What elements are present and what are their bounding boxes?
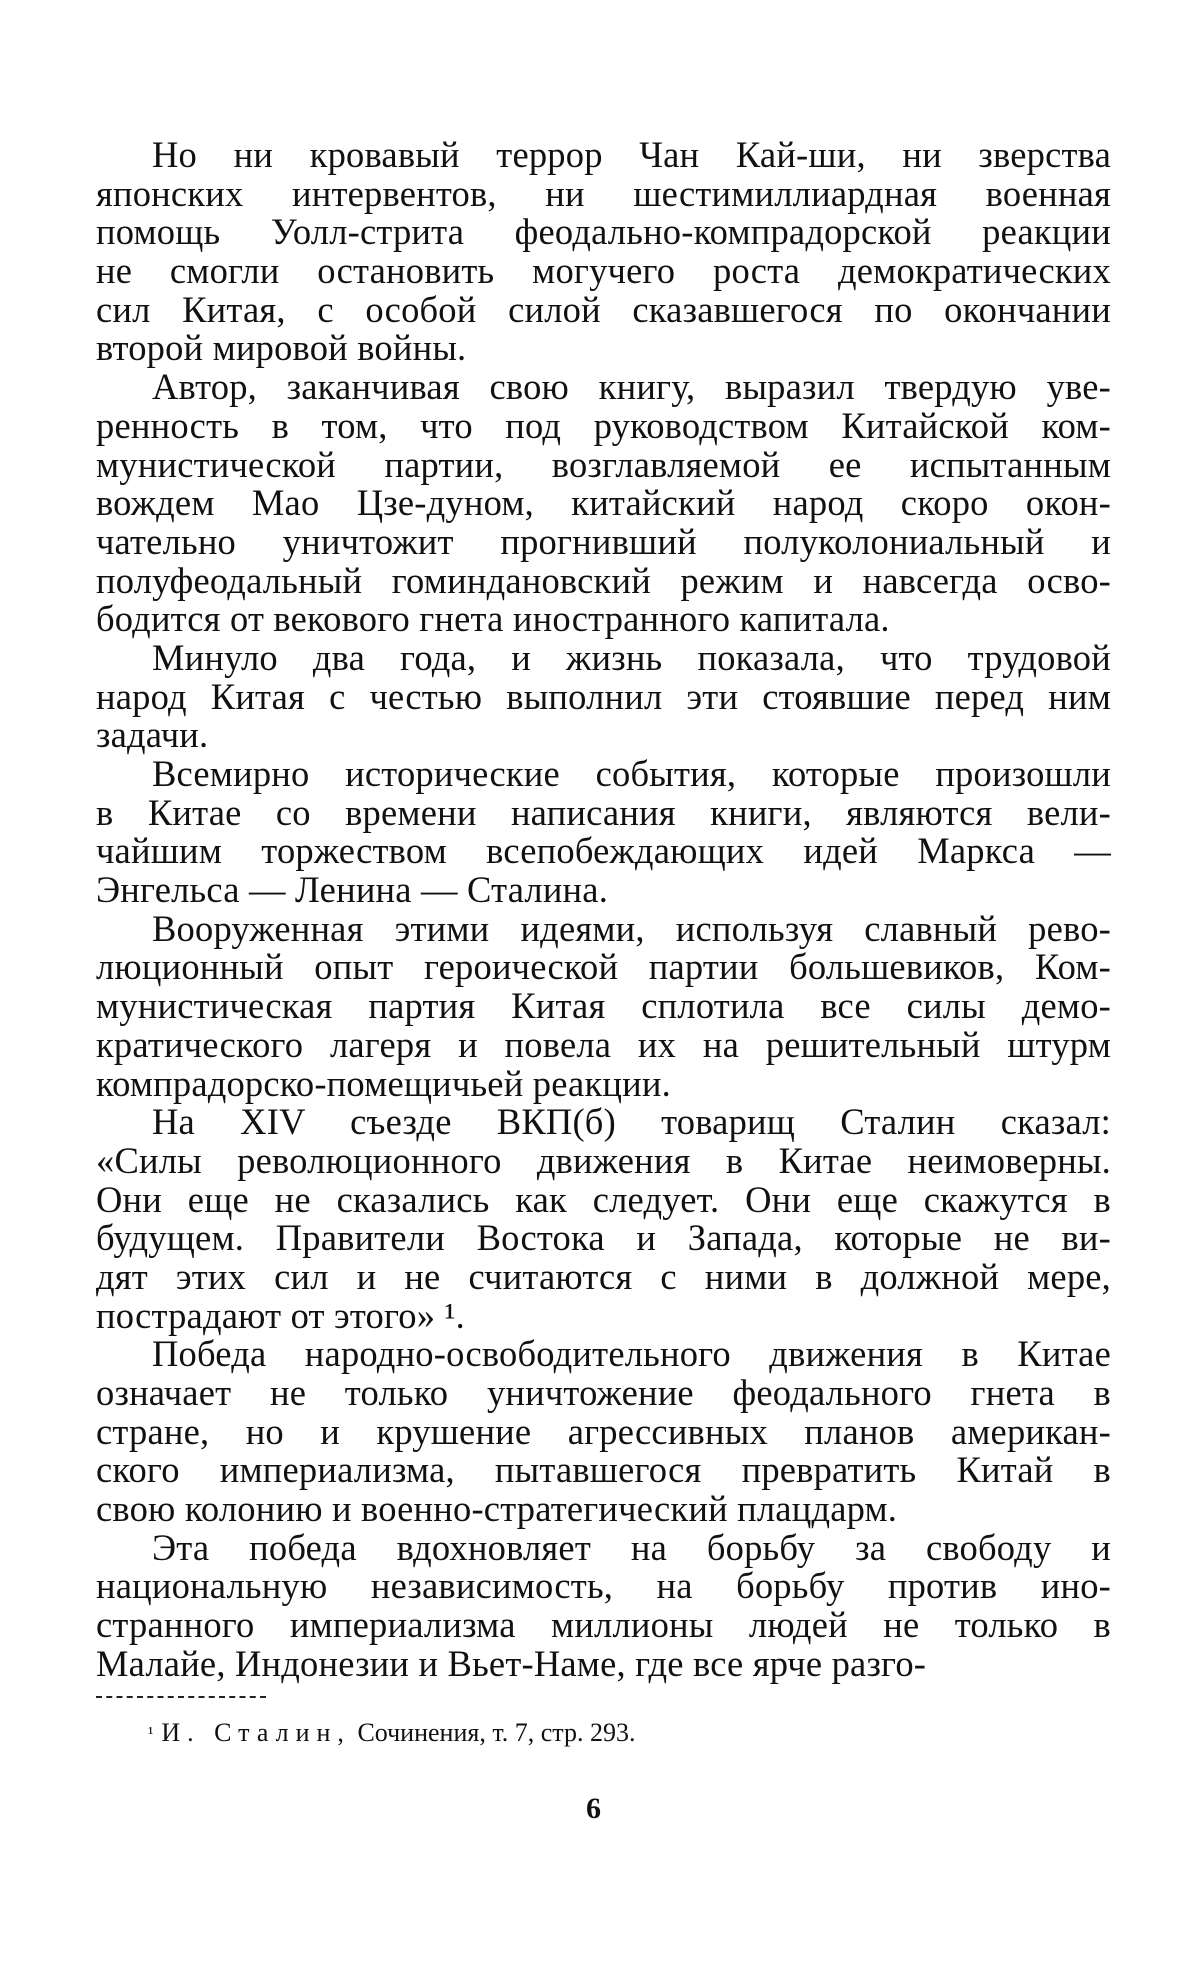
main-text — [96, 136, 1111, 1684]
text-line: народ Китая с честью выполнил эти стоявшие перед ним — [96, 675, 1111, 717]
text-line: Всемирно исторические события, которые произошли — [152, 753, 1111, 794]
footnote-divider — [96, 1696, 266, 1698]
text-line: чательно уничтожит прогнивший полуколониальный и — [96, 520, 1111, 562]
paragraph — [96, 755, 1111, 910]
text-line: означает не только уничтожение феодального гнета в — [96, 1372, 1111, 1413]
paragraph — [96, 1103, 1111, 1335]
text-line: мунистическая партия Китая сплотила все силы демо- — [96, 985, 1111, 1027]
paragraph — [96, 1335, 1111, 1528]
text-line: Победа народно-освободительного движения в Китае — [152, 1333, 1111, 1375]
text-line: На XIV съезде ВКП(б) товарищ Сталин сказал: — [152, 1101, 1111, 1143]
text-line: Вооруженная этими идеями, используя славный рево- — [152, 907, 1111, 949]
text-line: Автор, заканчивая свою книгу, выразил твердую уве- — [152, 366, 1111, 408]
text-line: японских интервентов, ни шестимиллиардная военная — [96, 172, 1111, 214]
text-line: Но ни кровавый террор Чан Кай-ши, ни зверства — [152, 134, 1111, 175]
text-line: полуфеодальный гоминдановский режим и навсегда осво- — [96, 559, 1111, 601]
text-line: вождем Мао Цзе-дуном, китайский народ скоро окон- — [96, 482, 1111, 524]
text-line: сил Китая, с особой силой сказавшегося по окончании — [96, 288, 1111, 330]
text-line: Эта победа вдохновляет на борьбу за свободу и — [152, 1526, 1111, 1568]
footnote-author: И. Сталин, — [161, 1718, 351, 1747]
text-line: в Китае со времени написания книги, являются вели- — [96, 791, 1111, 833]
text-line: будущем. Правители Востока и Запада, которые не ви- — [96, 1217, 1111, 1259]
text-line: странного империализма миллионы людей не только в — [96, 1604, 1111, 1646]
text-line: второй мировой войны. — [96, 327, 467, 369]
page-number: 6 — [586, 1792, 601, 1825]
text-line: задачи. — [96, 714, 209, 756]
footnote — [148, 1718, 635, 1748]
text-line: кратического лагеря и повела их на решительный штурм — [96, 1023, 1111, 1065]
paragraph — [96, 907, 1111, 1104]
text-line: мунистической партии, возглавляемой ее испытанным — [96, 443, 1111, 485]
paragraph — [96, 368, 1111, 639]
text-line: свою колонию и военно-стратегический плацдарм. — [96, 1488, 898, 1530]
text-line: ренность в том, что под руководством Китайской ком- — [96, 404, 1111, 446]
text-line: ского империализма, пытавшегося превратить Китай в — [96, 1449, 1111, 1491]
text-line: помощь Уолл-стрита феодально-компрадорской реакции — [96, 211, 1111, 253]
footnote-mark: ¹ — [148, 1723, 154, 1743]
text-line: не смогли остановить могучего роста демократических — [96, 250, 1111, 292]
text-line: стране, но и крушение агрессивных планов американ- — [96, 1410, 1111, 1452]
text-line: национальную независимость, на борьбу против ино- — [96, 1565, 1111, 1607]
text-line: Энгельса — Ленина — Сталина. — [96, 869, 609, 911]
text-line: дят этих сил и не считаются с ними в должной мере, — [96, 1255, 1111, 1297]
text-line: чайшим торжеством всепобеждающих идей Маркса — — [96, 830, 1111, 872]
text-line: Минуло два года, и жизнь показала, что трудовой — [152, 636, 1111, 678]
text-line: компрадорско-помещичьей реакции. — [96, 1062, 671, 1104]
paragraph — [96, 1526, 1111, 1684]
body-text — [96, 136, 1111, 1684]
paragraph — [96, 136, 1111, 368]
text-line: «Силы революционного движения в Китае неимоверны. — [96, 1139, 1111, 1181]
footnote-source: Сочинения, т. 7, стр. 293. — [357, 1718, 636, 1747]
text-line: бодится от векового гнета иностранного капитала. — [96, 598, 890, 640]
text-line: Малайе, Индонезии и Вьет-Наме, где все ярче разго- — [96, 1642, 927, 1684]
paragraph — [96, 636, 1111, 756]
text-line: люционный опыт героической партии большевиков, Ком- — [96, 946, 1111, 988]
text-line: Они еще не сказались как следует. Они еще скажутся в — [96, 1178, 1111, 1220]
text-line: пострадают от этого» ¹. — [96, 1294, 465, 1336]
